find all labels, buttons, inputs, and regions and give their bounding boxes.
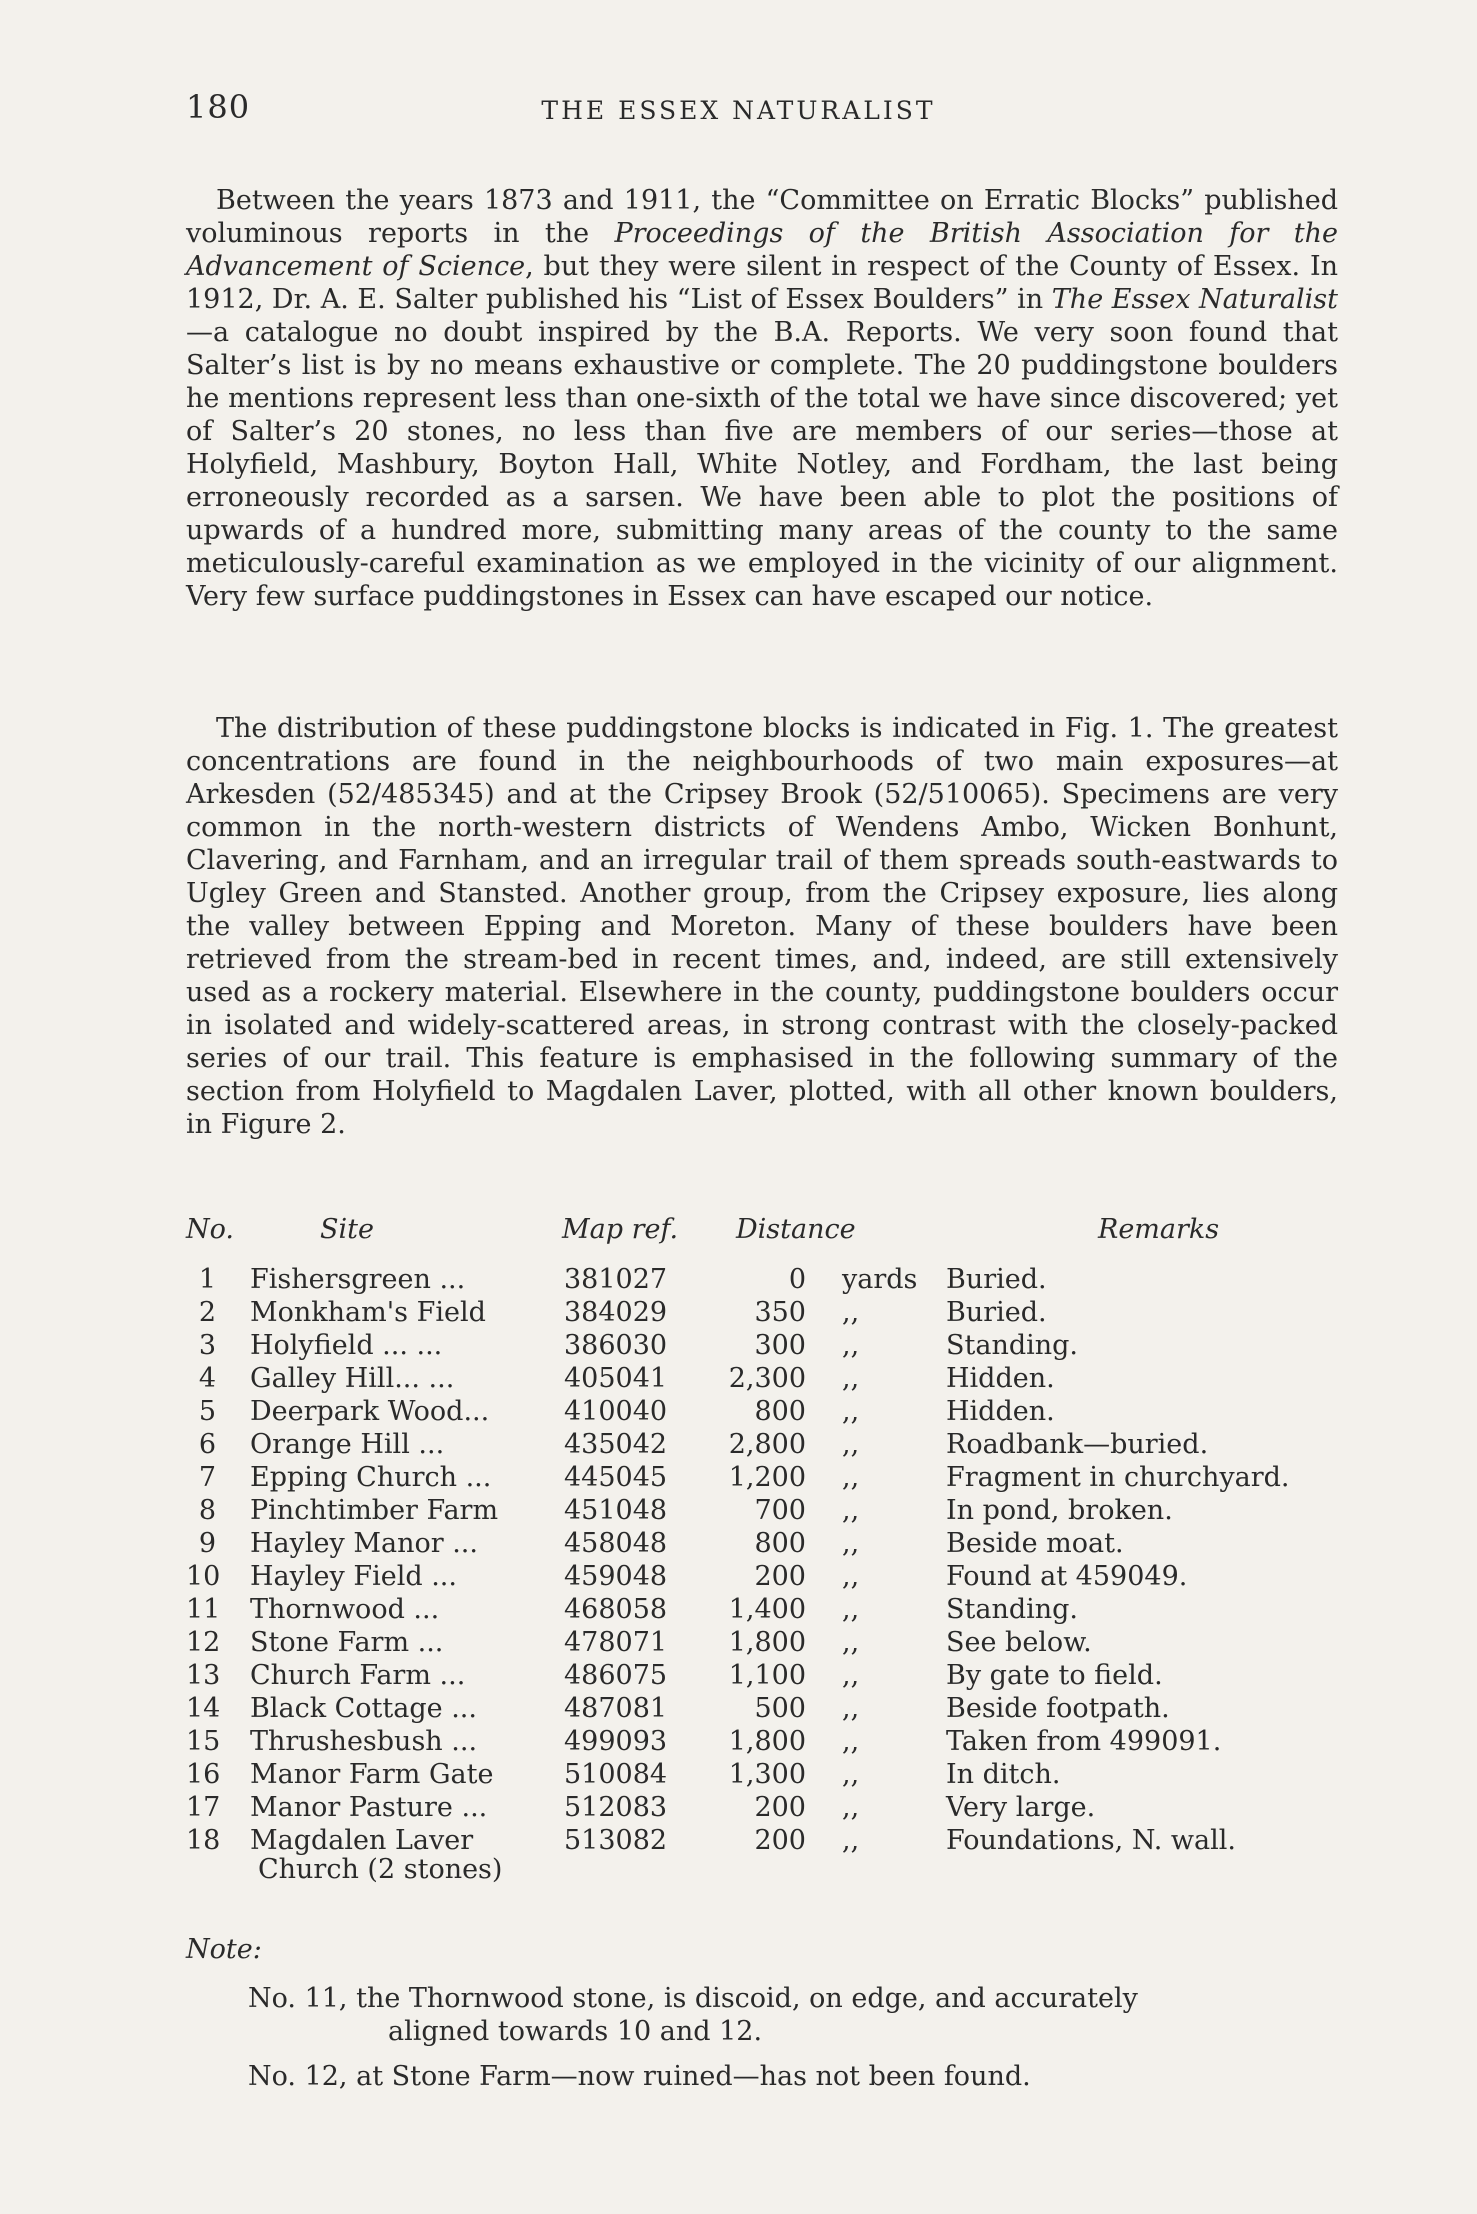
table-row [186,1792,1346,1825]
page-number: 180 [186,88,251,126]
row-map-ref: 510084 [564,1759,668,1790]
row-distance: 1,200 [728,1462,806,1493]
header-site: Site [320,1214,374,1245]
row-distance-unit: ,, [842,1825,860,1856]
row-distance: 200 [754,1561,806,1592]
row-distance-unit: ,, [842,1462,860,1493]
header-distance: Distance [736,1214,856,1245]
row-distance: 800 [754,1528,806,1559]
row-number: 9 [198,1528,216,1559]
row-site: Black Cottage ... [250,1693,477,1724]
p1-text-a: Between the years 1873 and 1911, the “Committee on Erratic Blocks” published voluminous reports in the [186,185,1338,249]
row-map-ref: 384029 [564,1297,668,1328]
row-distance-unit: ,, [842,1759,860,1790]
row-remarks: Buried. [946,1297,1047,1328]
row-distance-unit: ,, [842,1396,860,1427]
row-number: 7 [198,1462,216,1493]
note-1-line-2: aligned towards 10 and 12. [388,2016,763,2047]
row-distance-unit: ,, [842,1561,860,1592]
row-site: Magdalen Laver [250,1825,474,1856]
row-distance: 2,300 [728,1363,806,1394]
table-row [186,1561,1346,1594]
paragraph-2 [186,712,1338,1141]
header-remarks: Remarks [1098,1214,1220,1245]
row-number: 5 [198,1396,216,1427]
row-remarks: Fragment in churchyard. [946,1462,1290,1493]
row-number: 17 [186,1792,221,1823]
row-distance: 800 [754,1396,806,1427]
row-map-ref: 435042 [564,1429,668,1460]
row-remarks: Hidden. [946,1396,1055,1427]
row-number: 6 [198,1429,216,1460]
row-distance: 300 [754,1330,806,1361]
row-map-ref: 451048 [564,1495,668,1526]
row-distance: 350 [754,1297,806,1328]
row-number: 18 [186,1825,221,1856]
row-map-ref: 410040 [564,1396,668,1427]
row-number: 11 [186,1594,221,1625]
table-row [186,1363,1346,1396]
row-site: Fishersgreen ... [250,1264,466,1295]
row-number: 3 [198,1330,216,1361]
table-row [186,1462,1346,1495]
table-row [186,1726,1346,1759]
row-site: Monkham's Field [250,1297,486,1328]
row-site: Thrushesbush ... [250,1726,478,1757]
p1-text-b: , but they were silent in respect of the County of Essex. In 1912, Dr. A. E. Salter published his “List of Essex Boulders” in [186,251,1338,315]
row-number: 10 [186,1561,221,1592]
table-row [186,1660,1346,1693]
row-remarks: See below. [946,1627,1092,1658]
row-site: Thornwood ... [250,1594,440,1625]
row-number: 1 [198,1264,216,1295]
row-distance-unit: ,, [842,1627,860,1658]
row-distance: 1,800 [728,1726,806,1757]
header-no: No. [186,1214,234,1245]
row-site: Orange Hill ... [250,1429,445,1460]
table-row [186,1429,1346,1462]
row-remarks: Hidden. [946,1363,1055,1394]
row-distance: 700 [754,1495,806,1526]
row-18-continuation: Church (2 stones) [258,1854,503,1885]
row-distance: 1,100 [728,1660,806,1691]
row-number: 13 [186,1660,221,1691]
running-title: THE ESSEX NATURALIST [541,96,936,125]
row-distance-unit: ,, [842,1297,860,1328]
row-remarks: Foundations, N. wall. [946,1825,1236,1856]
row-distance: 500 [754,1693,806,1724]
row-map-ref: 499093 [564,1726,668,1757]
row-distance-unit: ,, [842,1726,860,1757]
row-remarks: In ditch. [946,1759,1061,1790]
table-row [186,1594,1346,1627]
table-row [186,1759,1346,1792]
row-number: 4 [198,1363,216,1394]
row-number: 15 [186,1726,221,1757]
row-distance: 200 [754,1792,806,1823]
row-distance-unit: ,, [842,1495,860,1526]
row-map-ref: 381027 [564,1264,668,1295]
p1-italic-proceedings: Proceedings of the British Association for the Advancement of Science [186,218,1338,282]
row-site: Hayley Manor ... [250,1528,478,1559]
row-distance-unit: ,, [842,1792,860,1823]
row-site: Manor Pasture ... [250,1792,488,1823]
row-number: 12 [186,1627,221,1658]
table-row [186,1693,1346,1726]
row-remarks: In pond, broken. [946,1495,1173,1526]
table-row [186,1528,1346,1561]
row-distance: 1,300 [728,1759,806,1790]
row-distance: 1,800 [728,1627,806,1658]
row-remarks: Taken from 499091. [946,1726,1222,1757]
row-distance: 1,400 [728,1594,806,1625]
row-map-ref: 459048 [564,1561,668,1592]
row-map-ref: 513082 [564,1825,668,1856]
row-map-ref: 486075 [564,1660,668,1691]
row-map-ref: 512083 [564,1792,668,1823]
row-distance-unit: ,, [842,1660,860,1691]
row-distance-unit: yards [842,1264,918,1295]
row-site: Pinchtimber Farm [250,1495,499,1526]
row-remarks: Very large. [946,1792,1096,1823]
row-distance-unit: ,, [842,1330,860,1361]
row-map-ref: 468058 [564,1594,668,1625]
row-distance: 2,800 [728,1429,806,1460]
row-remarks: Buried. [946,1264,1047,1295]
row-map-ref: 445045 [564,1462,668,1493]
row-distance: 0 [788,1264,806,1295]
row-remarks: Roadbank—buried. [946,1429,1209,1460]
row-remarks: By gate to field. [946,1660,1163,1691]
p2-text: The distribution of these puddingstone blocks is indicated in Fig. 1. The greatest concentrations are found in the neighbourhoods of two main exposures—at Arkesden (52/485345) and at the Cripsey Brook (52/510065). Specimens are very common in the north-western districts of Wendens Ambo, Wicken Bonhunt, Clavering, and Farnham, and an irregular trail of them spreads south-eastwards to Ugley Green and Stansted. Another group, from the Cripsey exposure, lies along the valley between Epping and Moreton. Many of these boulders have been retrieved from the stream-bed in recent times, and, indeed, are still extensively used as a rockery material. Elsewhere in the county, puddingstone boulders occur in isolated and widely-scattered areas, in strong contrast with the closely-packed series of our trail. This feature is emphasised in the following summary of the section from Holyfield to Magdalen Laver, plotted, with all other known boulders, in Figure 2. [186,713,1338,1140]
row-number: 8 [198,1495,216,1526]
row-number: 16 [186,1759,221,1790]
row-site: Church Farm ... [250,1660,466,1691]
table-row [186,1495,1346,1528]
row-distance-unit: ,, [842,1429,860,1460]
row-distance: 200 [754,1825,806,1856]
table-row [186,1396,1346,1429]
row-map-ref: 386030 [564,1330,668,1361]
table-row [186,1264,1346,1297]
row-remarks: Standing. [946,1330,1079,1361]
row-remarks: Beside moat. [946,1528,1124,1559]
note-label: Note: [186,1934,262,1965]
row-site: Holyfield ... ... [250,1330,443,1361]
table-row [186,1330,1346,1363]
p1-text-c: —a catalogue no doubt inspired by the B.A. Reports. We very soon found that Salter’s list is by no means exhaustive or complete. The 20 puddingstone boulders he mentions represent less than one-sixth of the total we have since discovered; yet of Salter’s 20 stones, no less than five are members of our series—those at Holyfield, Mashbury, Boyton Hall, White Notley, and Fordham, the last being erroneously recorded as a sarsen. We have been able to plot the positions of upwards of a hundred more, submitting many areas of the county to the same meticulously-careful examination as we employed in the vicinity of our alignment. Very few surface puddingstones in Essex can have escaped our notice. [186,317,1338,612]
row-map-ref: 458048 [564,1528,668,1559]
table-row [186,1297,1346,1330]
row-remarks: Found at 459049. [946,1561,1188,1592]
paragraph-1 [186,184,1338,613]
note-2: No. 12, at Stone Farm—now ruined—has not been found. [248,2061,1031,2092]
row-site: Hayley Field ... [250,1561,457,1592]
row-distance-unit: ,, [842,1594,860,1625]
note-1-line-1: No. 11, the Thornwood stone, is discoid, on edge, and accurately [248,1983,1138,2014]
row-map-ref: 487081 [564,1693,668,1724]
row-site: Epping Church ... [250,1462,492,1493]
row-distance-unit: ,, [842,1363,860,1394]
note-1 [248,1982,1338,2048]
row-remarks: Beside footpath. [946,1693,1170,1724]
row-map-ref: 478071 [564,1627,668,1658]
row-site: Deerpark Wood... [250,1396,490,1427]
row-number: 2 [198,1297,216,1328]
table-row [186,1627,1346,1660]
row-map-ref: 405041 [564,1363,668,1394]
row-distance-unit: ,, [842,1693,860,1724]
p1-italic-journal: The Essex Naturalist [1051,284,1338,315]
header-map-ref: Map ref. [562,1214,679,1245]
row-site: Manor Farm Gate [250,1759,494,1790]
row-number: 14 [186,1693,221,1724]
row-site: Galley Hill... ... [250,1363,455,1394]
row-remarks: Standing. [946,1594,1079,1625]
row-site: Stone Farm ... [250,1627,444,1658]
row-distance-unit: ,, [842,1528,860,1559]
